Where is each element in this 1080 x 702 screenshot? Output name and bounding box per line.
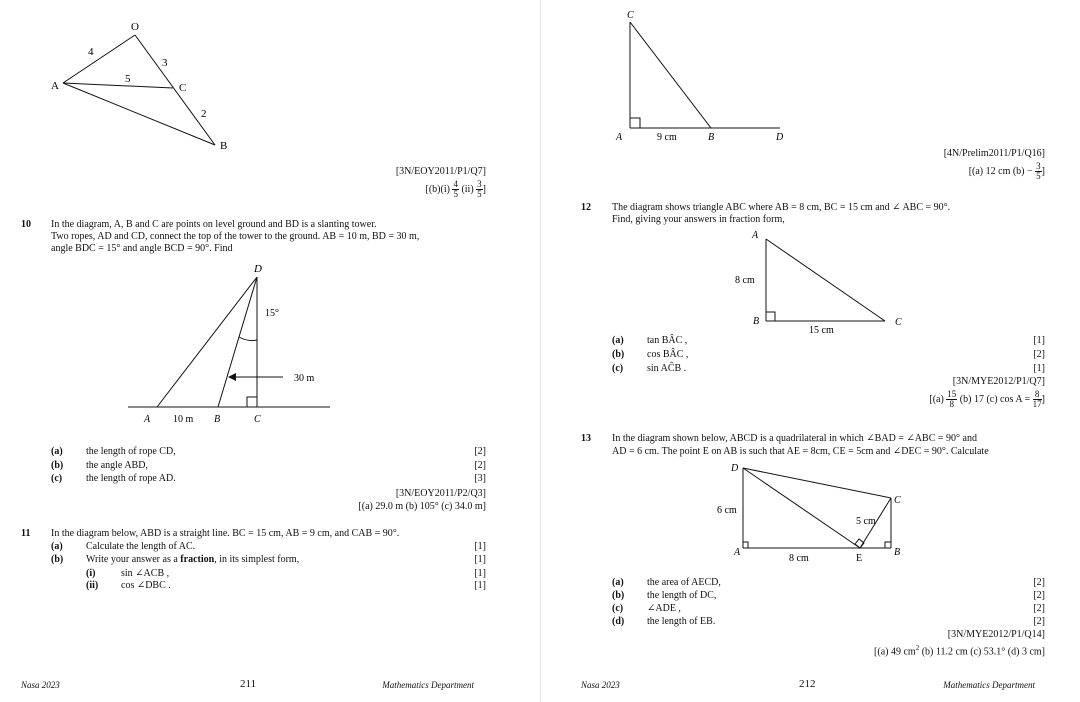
label-b: B [708,132,715,143]
q12-answer-suffix: ] [1041,393,1045,405]
right-angle-marker [247,397,257,407]
q11-part-a-label: (a) [51,541,63,552]
q11-answer-fraction: $\frac{3}{5}$ [1036,161,1041,181]
q12-answer-mid: (b) 17 (c) cos A = [959,393,1031,405]
label-a: A [51,80,59,92]
label-angle-15: 15° [265,308,279,319]
q12-triangle-diagram [721,225,941,345]
length-cb: 2 [201,108,207,120]
q13-part-c-label: (c) [612,603,624,614]
q9-answer-fraction-a: $\frac{4}{5}$ [453,179,458,199]
footer-left: Nasa 2023 [581,680,620,690]
q13-number: 13 [581,433,591,444]
footer-right: Mathematics Department [382,680,474,690]
q12-part-a-text: tan BÂC , [647,335,688,346]
q10-number: 10 [21,219,31,230]
q13-part-b-text: the length of DC, [647,590,717,601]
label-8cm: 8 cm [789,553,809,564]
q13-part-a-marks: [2] [1033,577,1045,588]
q9-reference: [3N/EOY2011/P1/Q7] [395,166,486,177]
q13-part-a-label: (a) [612,577,624,588]
label-10m: 10 m [173,414,194,425]
label-o: O [131,21,139,33]
q11-part-b-text: Write your answer as a fraction, in its simplest form, [86,554,300,565]
label-6cm: 6 cm [717,505,737,516]
length-ac: 5 [125,73,131,85]
label-d: D [731,463,739,474]
q12-part-a-marks: [1] [1033,335,1045,346]
right-angle-marker [630,118,640,128]
footer-page-number: 212 [799,678,816,690]
label-b: B [894,547,901,558]
length-oc: 3 [162,57,168,69]
label-e: E [856,553,863,564]
q11-part-b-marks: [1] [474,554,486,565]
line-ac [766,239,885,321]
right-angle-b [885,542,891,548]
q9-answer-fraction-b: $\frac{3}{5}$ [477,179,482,199]
q12-answer-fraction-a: $\frac{15}{8}$ [947,389,957,409]
label-9cm: 9 cm [657,132,677,143]
right-angle-marker [766,312,775,321]
label-d: D [254,263,262,275]
q11-part-b-label: (b) [51,554,64,565]
label-c: C [895,317,902,328]
q10-tower-diagram [0,260,360,430]
q11-part-bii-label: (ii) [86,580,99,591]
label-15cm: 15 cm [809,325,834,336]
q12-answer [929,390,1045,409]
q10-part-c-text: the length of rope AD. [86,473,176,484]
q10-answer: [(a) 29.0 m (b) 105° (c) 34.0 m] [358,501,486,512]
q13-answer: [(a) 49 $cm^2$ (b) 11.2 cm (c) 53.1° (d) 3 cm] [874,644,1045,658]
q10-reference: [3N/EOY2011/P2/Q3] [395,488,486,499]
page-212 [540,0,1080,702]
q12-part-c-label: (c) [612,363,624,374]
q12-answer-prefix: [(a) [929,393,944,405]
q12-part-b-text: cos BÂC , [647,349,689,360]
q12-part-c-text: sin AĈB . [647,363,687,374]
q13-part-d-text: the length of EB. [647,616,716,627]
q11-part-bi-text: sin ∠ACB , [121,568,170,579]
label-b: B [753,316,760,327]
q13-quadrilateral-diagram [701,460,941,570]
q11-answer-prefix: [(a) 12 cm (b) − [968,165,1033,177]
label-a: A [752,230,759,241]
q12-text-line1: The diagram shows triangle ABC where AB = 8 cm, BC = 15 cm and ∠ ABC = 90°. [612,202,951,213]
label-b: B [214,414,221,425]
q11-part-bii-text: cos ∠DBC . [121,580,171,591]
q11-answer [969,162,1045,181]
q9-answer-mid: (ii) [461,183,474,195]
q10-part-a-marks: [2] [474,446,486,457]
line-ac [63,83,173,88]
q10-part-b-marks: [2] [474,460,486,471]
q12-number: 12 [581,202,591,213]
angle-arc [239,337,257,341]
q11-triangle-diagram [541,0,801,150]
q10-text-line3: angle BDC = 15° and angle BCD = 90°. Find [51,243,233,254]
q10-part-b-text: the angle ABD, [86,460,148,471]
line-cb [630,22,711,128]
q10-part-a-label: (a) [51,446,63,457]
q11-part-bi-marks: [1] [474,568,486,579]
q12-part-c-marks: [1] [1033,363,1045,374]
q11-text-line1: In the diagram below, ABD is a straight line. BC = 15 cm, AB = 9 cm, and CAB = 90°. [51,528,400,539]
q10-part-b-label: (b) [51,460,64,471]
right-angle-a [743,542,748,548]
q13-part-c-text: ∠ADE , [647,603,681,614]
q9-answer-prefix: [(b)(i) [425,183,450,195]
q12-answer-fraction-c: $\frac{8}{17}$ [1032,389,1042,409]
q13-part-a-text: the area of AECD, [647,577,721,588]
q10-text-line2: Two ropes, AD and CD, connect the top of the tower to the ground. AB = 10 m, BD = 30 m, [51,231,420,242]
q13-text-line1: In the diagram shown below, ABCD is a quadrilateral in which ∠BAD = ∠ABC = 90° and [612,433,977,444]
q13-part-b-label: (b) [612,590,625,601]
q12-text-line2: Find, giving your answers in fraction form, [612,214,785,225]
line-ad [157,277,257,407]
label-d: D [776,132,784,143]
label-c: C [179,82,187,94]
q9-triangle-diagram [0,0,260,160]
footer-left: Nasa 2023 [21,680,60,690]
q11-part-bii-marks: [1] [474,580,486,591]
q11-number: 11 [21,528,31,539]
label-5cm: 5 cm [856,516,876,527]
q10-part-c-label: (c) [51,473,63,484]
arrow-head [228,373,236,381]
q12-reference: [3N/MYE2012/P1/Q7] [952,376,1045,387]
q13-part-b-marks: [2] [1033,590,1045,601]
label-b: B [220,140,228,152]
q11-part-a-marks: [1] [474,541,486,552]
q11-part-bi-label: (i) [86,568,96,579]
label-8cm: 8 cm [735,275,755,286]
q13-part-c-marks: [2] [1033,603,1045,614]
q10-part-c-marks: [3] [474,473,486,484]
q12-part-b-marks: [2] [1033,349,1045,360]
q13-text-line2: AD = 6 cm. The point E on AB is such that AE = 8cm, CE = 5cm and ∠DEC = 90°. Calculate [612,446,989,457]
q10-text-line1: In the diagram, A, B and C are points on level ground and BD is a slanting tower. [51,219,377,230]
q12-part-a-label: (a) [612,335,624,346]
q11-answer-suffix: ] [1041,165,1045,177]
q11-part-a-text: Calculate the length of AC. [86,541,196,552]
line-bd [218,277,257,407]
q9-answer-suffix: ] [482,183,486,195]
q13-reference: [3N/MYE2012/P1/Q14] [947,629,1045,640]
footer-right: Mathematics Department [943,680,1035,690]
q10-part-a-text: the length of rope CD, [86,446,176,457]
q9-answer [426,180,487,199]
label-c: C [627,10,634,21]
label-c: C [894,495,901,506]
label-c: C [254,414,261,425]
q11-reference: [4N/Prelim2011/P1/Q16] [943,148,1045,159]
q13-part-d-marks: [2] [1033,616,1045,627]
length-ao: 4 [88,46,94,58]
label-a: A [616,132,623,143]
q13-part-d-label: (d) [612,616,625,627]
label-30m: 30 m [294,373,315,384]
q12-part-b-label: (b) [612,349,625,360]
footer-page-number: 211 [240,678,257,690]
label-a: A [144,414,151,425]
label-a: A [734,547,741,558]
